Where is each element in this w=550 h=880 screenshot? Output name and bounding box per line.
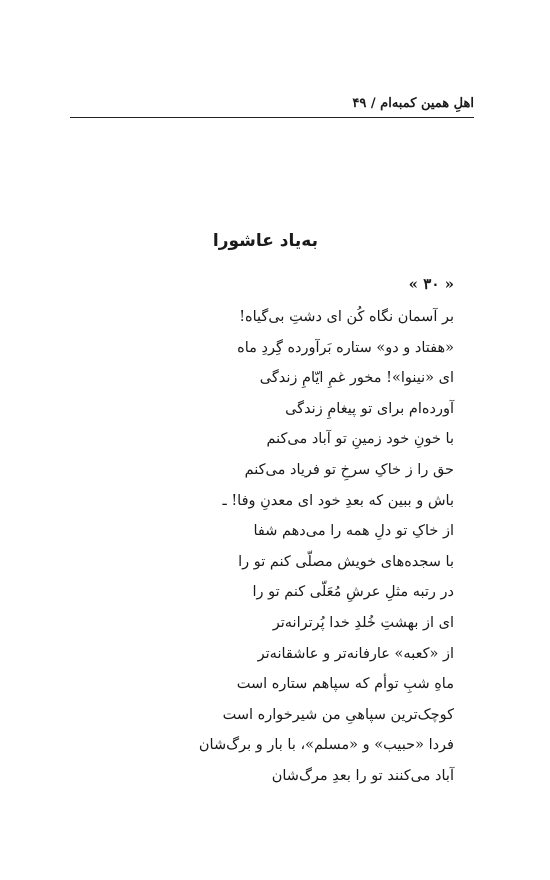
header-rule: [70, 117, 474, 118]
verse-line: در رتبه مثلِ عرشِ مُعَلّی کنم تو را: [252, 584, 454, 601]
verse-line: ای «نینوا»! مخور غمِ ایّامِ زندگی: [259, 370, 454, 387]
verse-line: ماهِ شبِ توأم که سپاهم ستاره است: [236, 676, 454, 693]
verse-line: آورده‌ام برای تو پیغامِ زندگی: [285, 400, 454, 417]
verse-line: از خاکِ تو دلِ همه را می‌دهم شفا: [253, 523, 454, 540]
verse-line: از «کعبه» عارفانه‌تر و عاشقانه‌تر: [257, 645, 454, 662]
verse-line: با خونِ خود زمینِ تو آباد می‌کنم: [266, 431, 454, 448]
verse-line: با سجده‌های خویش مصلّی کنم تو را: [238, 553, 454, 570]
verse-line: ای از بهشتِ خُلدِ خدا پُرترانه‌تر: [272, 614, 454, 631]
verse-line: «هفتاد و دو» ستاره بَرآورده گِردِ ماه: [237, 339, 454, 356]
verse-line: حق را ز خاکِ سرخِ تو فریاد می‌کنم: [244, 461, 454, 478]
running-header: اهلِ همین کمبه‌ام / ۴۹: [352, 96, 474, 111]
verse-line: باش و ببین که بعدِ خود ای معدنِ وفا! ـ: [222, 492, 454, 509]
poem-title: به‌یاد عاشورا: [212, 231, 318, 251]
verse-line: فردا «حبیب» و «مسلم»، با بار و برگ‌شان: [198, 737, 454, 754]
verse-line: بر آسمان نگاه کُن ای دشتِ بی‌گیاه!: [239, 309, 454, 325]
poem-section-number: « ۳۰ »: [408, 275, 454, 293]
verse-line: آباد می‌کنند تو را بعدِ مرگ‌شان: [271, 767, 454, 784]
verse-line: کوچک‌ترین سپاهیِ من شیرخواره است: [222, 706, 454, 723]
poem-verses: [190, 302, 454, 792]
